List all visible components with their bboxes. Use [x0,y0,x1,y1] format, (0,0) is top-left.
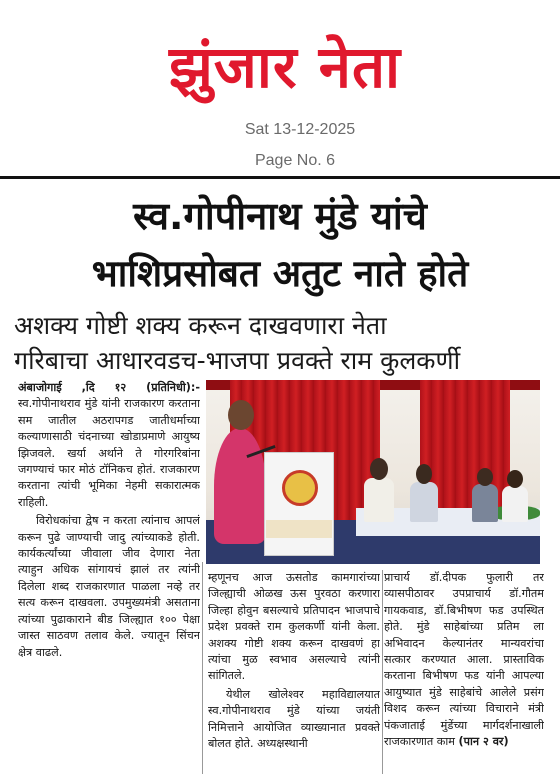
event-photo [206,380,540,564]
masthead [0,0,560,176]
headline-line-2: भाशिप्रसोबत अतुट नाते होते [91,252,469,295]
photo-guest-head [416,464,432,484]
photo-guest-head [507,470,523,488]
masthead-rule [0,176,560,179]
column-divider [382,570,383,774]
article-paragraph [384,570,544,750]
photo-guest [502,486,528,522]
issue-date: Sat 13-12-2025 [244,121,356,138]
photo-podium-band [266,520,332,538]
article-column-left [18,380,200,776]
photo-guest [472,484,498,522]
photo-guest [410,482,438,522]
photo-guest-head [477,468,493,486]
article-text: स्व.गोपीनाथराव मुंडे यांनी राजकारण करताना सम जातील अठरापगड जातीधर्माच्या कल्याणासाठी चंदनाच्या खोडाप्रमाणे आयुष्य झिजवले. खर्या अर्थाने ते गोरगरिबांना जगण्याचं फार मोठं टॉनिकच होतं. राजकारण करताना त्यांची भूमिका नेहमी सकारात्मक राहिली. [18,397,200,509]
subheadline-line-2: गरिबाचा आधारवडच-भाजपा प्रवक्ते राम कुलकर्णी [14,346,461,375]
photo-guest-head [370,458,388,480]
article-paragraph: विरोधकांचा द्वेष न करता त्यांनाच आपलं करून पुढे जाण्याची जादु त्यांच्याकडे होती. कार्यकर्त्यांच्या जीवाला जीव देणारा नेता त्याहुन अधिक सांगायचं झालं तर त्यांनी दिलेला शब्द राजकारणात पाळला नव्हे तर सत्य करून दाखवला. उपमुख्यमंत्री असताना त्यांच्या पुढाकाराने बीड जिल्ह्यात १०० पेक्षा जास्त साठवण तलाव केले. ज्यातून सिंचन क्षेत्र वाढले. [18,514,200,659]
column-divider [202,562,203,774]
article-paragraph [18,380,200,511]
photo-speaker [214,428,266,544]
headline-line-1: स्व.गोपीनाथ मुंडे यांचे [133,194,427,238]
photo-speaker-head [228,400,254,430]
article-text: प्राचार्य डॉ.दीपक फुलारी तर व्यासपीठावर उपप्राचार्य डॉ.गौतम गायकवाड, डॉ.बिभीषण फड उपस्थित होते. मुंडे साहेबांच्या प्रतिम ला अभिवादन केल्यानंतर मान्यवरांचा सत्कार करण्यात आला. प्रास्ताविक करताना बिभीषण फड यांनी आपल्या आयुष्यात मुंडे साहेबांचे आलेले प्रसंग विशद करून त्यांच्या विचाराने मंत्री पंकजाताई मुंडेंच्या मार्गदर्शनाखाली राजकारणात काम [384,571,544,749]
newspaper-logo: झुंजार नेता [168,33,402,101]
dateline: अंबाजोगाई ,दि १२ (प्रतिनिधी):- [18,381,200,394]
article-column-middle [208,570,380,776]
photo-guest [364,478,394,522]
page-number: Page No. 6 [254,152,336,169]
article-column-right [384,570,544,776]
article-paragraph: म्हणूनच आज ऊसतोड कामगारांच्या जिल्ह्याची ओळख ऊस पुरवठा करणारा जिल्हा होवुन बसल्याचे प्रतिपादन भाजपाचे प्रदेश प्रवक्ते राम कुलकर्णी यांनी केला. अशक्य गोष्टी शक्य करून दाखवणं हा त्यांचा मुळ स्वभाव असल्याचे त्यांनी सांगितले. [208,571,380,683]
article-paragraph: येथील खोलेश्वर महाविद्यालयात स्व.गोपीनाथराव मुंडे यांच्या जयंती निमित्ताने आयोजित व्याख्यानात प्रवक्ते बोलत होते. अध्यक्षस्थानी [208,687,380,751]
continued-on-page-tag: (पान २ वर) [458,735,509,749]
subheadline-line-1: अशक्य गोष्टी शक्य करून दाखवणारा नेता [14,311,387,340]
photo-podium-emblem [282,470,318,506]
